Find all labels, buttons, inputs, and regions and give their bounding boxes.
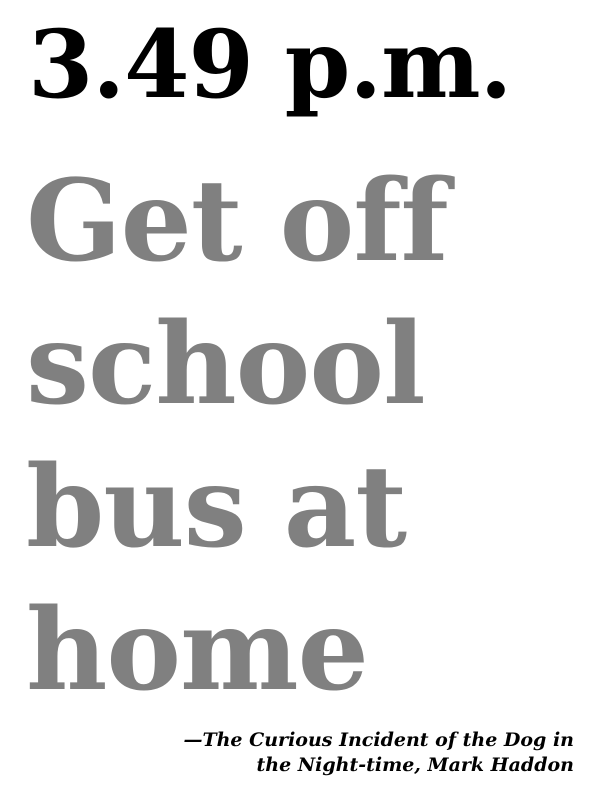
quote-line-4: home [26,585,368,716]
attribution-line-2: the Night-time, Mark Haddon [256,754,574,776]
time-heading: 3.49 p.m. [28,10,512,120]
attribution-line-1: —The Curious Incident of the Dog in [183,729,574,751]
quote-text [26,150,448,722]
quote-line-1: Get off [26,156,448,287]
attribution [183,728,574,778]
quote-line-3: bus at [26,442,407,573]
quote-line-2: school [26,299,425,430]
